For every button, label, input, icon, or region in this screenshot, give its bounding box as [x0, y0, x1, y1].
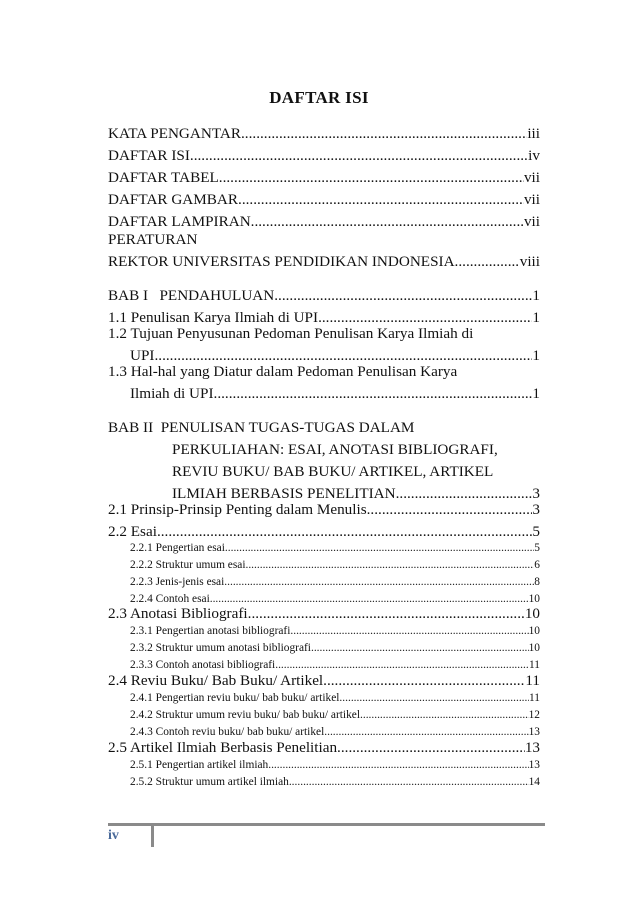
toc-bab-2-line1: BAB II PENULISAN TUGAS-TUGAS DALAM: [108, 419, 415, 436]
toc-label: DAFTAR GAMBAR: [108, 191, 239, 208]
toc-entry-bab-1[interactable]: [108, 286, 540, 305]
toc-leader: [190, 147, 528, 165]
toc-page: 13: [524, 739, 540, 756]
toc-label: DAFTAR LAMPIRAN: [108, 213, 251, 230]
toc-label: 2.2.4 Contoh esai: [130, 593, 210, 605]
toc-label: BAB I PENDAHULUAN: [108, 287, 275, 304]
toc-leader: [290, 625, 528, 637]
toc-page: 11: [529, 692, 540, 704]
footer-rule: [108, 823, 545, 826]
toc-page: 6: [534, 559, 540, 571]
toc-entry-2-3-3[interactable]: [130, 656, 540, 671]
toc-page: 10: [524, 605, 540, 622]
toc-leader: [324, 726, 528, 738]
toc-page: 14: [528, 776, 540, 788]
toc-page: 1: [532, 309, 540, 326]
toc-leader: [219, 169, 524, 187]
toc-page: iii: [527, 125, 540, 142]
toc-label: DAFTAR ISI: [108, 147, 190, 164]
toc-page: 11: [525, 672, 540, 689]
toc-leader: [268, 759, 528, 771]
toc-entry-2-2-4[interactable]: [130, 590, 540, 605]
toc-page: vii: [523, 213, 540, 230]
toc-page: 12: [528, 709, 540, 721]
toc-entry-2-5-2[interactable]: [130, 773, 540, 788]
toc-entry-2-3-2[interactable]: [130, 639, 540, 654]
toc-page: viii: [519, 253, 540, 270]
toc-page: 1: [532, 385, 540, 402]
toc-entry-daftar-isi[interactable]: [108, 146, 540, 165]
toc-page: 10: [528, 642, 540, 654]
toc-label: DAFTAR TABEL: [108, 169, 219, 186]
toc-entry-daftar-gambar[interactable]: [108, 190, 540, 209]
toc-page: 1: [532, 347, 540, 364]
toc-page: 10: [528, 593, 540, 605]
footer-page-number: iv: [108, 828, 119, 843]
page-title: DAFTAR ISI: [269, 88, 369, 107]
toc-page: 3: [532, 501, 540, 518]
toc-label: 2.2.1 Pengertian esai: [130, 542, 225, 554]
toc-entry-2-5[interactable]: [108, 738, 540, 757]
toc-leader: [245, 559, 534, 571]
toc-label: 2.3.3 Contoh anotasi bibliografi: [130, 659, 276, 671]
toc-entry-2-4-1[interactable]: [130, 689, 540, 704]
toc-label: 2.4 Reviu Buku/ Bab Buku/ Artikel: [108, 672, 324, 689]
toc-label: REKTOR UNIVERSITAS PENDIDIKAN INDONESIA: [108, 253, 455, 270]
toc-leader: [214, 385, 533, 403]
toc-label: 2.4.2 Struktur umum reviu buku/ bab buku/ artikel: [130, 709, 360, 721]
toc-label: 2.4.1 Pengertian reviu buku/ bab buku/ artikel: [130, 692, 340, 704]
toc-page: iv: [528, 147, 540, 164]
toc-page: 5: [534, 542, 540, 554]
toc-entry-peraturan-rektor[interactable]: [108, 252, 540, 271]
toc-label: ILMIAH BERBASIS PENELITIAN: [172, 485, 396, 502]
toc-leader: [289, 776, 529, 788]
toc-label: 2.2 Esai: [108, 523, 157, 540]
toc-peraturan-line1: PERATURAN: [108, 231, 198, 248]
toc-leader: [274, 287, 532, 305]
toc-entry-2-3-1[interactable]: [130, 622, 540, 637]
toc-page: vii: [523, 169, 540, 186]
toc-label: Ilmiah di UPI: [130, 385, 214, 402]
toc-bab-2-line3: REVIU BUKU/ BAB BUKU/ ARTIKEL, ARTIKEL: [172, 463, 494, 480]
toc-bab-2-line2: PERKULIAHAN: ESAI, ANOTASI BIBLIOGRAFI,: [172, 441, 498, 458]
toc-page: 3: [532, 485, 540, 502]
toc-leader: [360, 709, 529, 721]
toc-leader: [225, 542, 534, 554]
toc-page: 8: [534, 576, 540, 588]
toc-entry-2-3[interactable]: [108, 604, 540, 623]
toc-label: 1.1 Penulisan Karya Ilmiah di UPI: [108, 309, 319, 326]
toc-entry-2-4-2[interactable]: [130, 706, 540, 721]
toc-entry-kata-pengantar[interactable]: [108, 124, 540, 143]
toc-label: 2.2.3 Jenis-jenis esai: [130, 576, 225, 588]
toc-label: 2.3.1 Pengertian anotasi bibliografi: [130, 625, 291, 637]
toc-leader: [455, 253, 520, 271]
toc-page: 5: [532, 523, 540, 540]
toc-label: UPI: [130, 347, 155, 364]
toc-page: 13: [528, 759, 540, 771]
toc-entry-2-4-3[interactable]: [130, 723, 540, 738]
toc-leader: [337, 739, 525, 757]
toc-label: 2.3.2 Struktur umum anotasi bibliografi: [130, 642, 311, 654]
toc-leader: [367, 501, 533, 519]
toc-entry-daftar-tabel[interactable]: [108, 168, 540, 187]
toc-leader: [323, 672, 525, 690]
toc-label: 2.4.3 Contoh reviu buku/ bab buku/ artikel: [130, 726, 325, 738]
toc-entry-2-4[interactable]: [108, 671, 540, 690]
toc-label: 2.5 Artikel Ilmiah Berbasis Penelitian: [108, 739, 338, 756]
toc-leader: [224, 576, 534, 588]
toc-1-3-line1: 1.3 Hal-hal yang Diatur dalam Pedoman Penulisan Karya: [108, 363, 458, 380]
toc-entry-2-5-1[interactable]: [130, 756, 540, 771]
footer-divider: [151, 823, 154, 847]
toc-page: 13: [528, 726, 540, 738]
toc-entry-2-2-3[interactable]: [130, 573, 540, 588]
toc-label: KATA PENGANTAR: [108, 125, 241, 142]
toc-page: vii: [523, 191, 540, 208]
toc-leader: [251, 213, 524, 231]
toc-label: 2.3 Anotasi Bibliografi: [108, 605, 248, 622]
toc-page: 10: [528, 625, 540, 637]
toc-leader: [241, 125, 527, 143]
toc-entry-2-2-2[interactable]: [130, 556, 540, 571]
toc-entry-2-2-1[interactable]: [130, 539, 540, 554]
toc-leader: [311, 642, 529, 654]
toc-entry-2-1[interactable]: [108, 500, 540, 519]
toc-leader: [339, 692, 529, 704]
toc-label: 2.5.2 Struktur umum artikel ilmiah: [130, 776, 289, 788]
toc-leader: [248, 605, 525, 623]
toc-label: 2.5.1 Pengertian artikel ilmiah: [130, 759, 269, 771]
toc-entry-1-3[interactable]: [130, 384, 540, 403]
toc-page: 1: [532, 287, 540, 304]
toc-label: 2.2.2 Struktur umum esai: [130, 559, 246, 571]
toc-label: 2.1 Prinsip-Prinsip Penting dalam Menulis: [108, 501, 367, 518]
toc-1-2-line1: 1.2 Tujuan Penyusunan Pedoman Penulisan Karya Ilmiah di: [108, 325, 474, 342]
toc-leader: [238, 191, 524, 209]
toc-page: 11: [529, 659, 540, 671]
toc-leader: [275, 659, 529, 671]
toc-entry-daftar-lampiran[interactable]: [108, 212, 540, 231]
